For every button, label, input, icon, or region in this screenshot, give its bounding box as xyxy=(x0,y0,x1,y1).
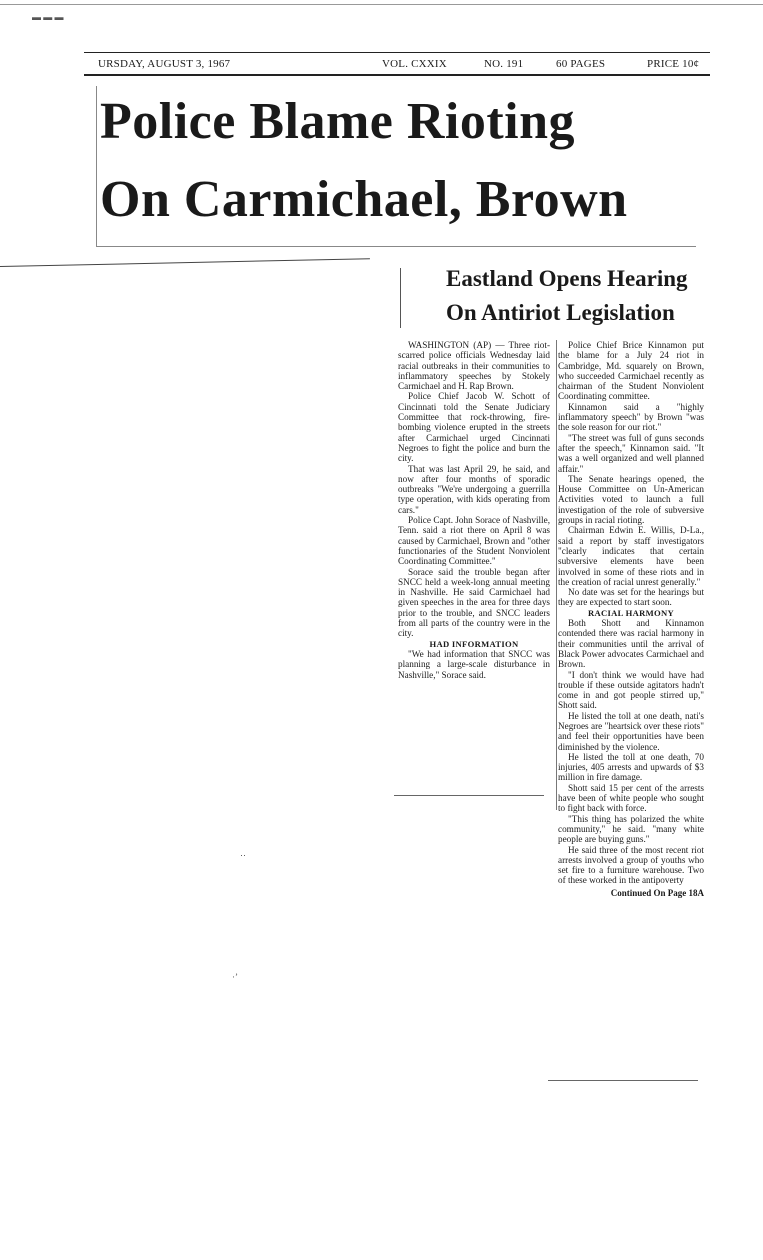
masthead-date: URSDAY, AUGUST 3, 1967 xyxy=(98,58,231,70)
subhead-side-rule xyxy=(400,268,401,328)
article-paragraph: "I don't think we would have had trouble if these outside agitators hadn't come in and got people stirred up," Shott said. xyxy=(558,669,704,711)
article-paragraph: Sorace said the trouble began after SNCC held a week-long annual meeting in Nashville. He said Carmichael had given speeches in the area for three days prior to the trouble, and SNCC leaders from all parts of the country were in the city. xyxy=(398,566,550,639)
corner-mark: ▬ ▬ ▬ xyxy=(32,12,64,22)
masthead-pages: 60 PAGES xyxy=(556,58,606,70)
masthead-number: NO. 191 xyxy=(484,58,524,70)
subhead-line-2: On Antiriot Legislation xyxy=(446,300,675,325)
column-1-body-after xyxy=(398,649,550,680)
article-paragraph: The Senate hearings opened, the House Committee on Un-American Activities voted to launch a full investigation of the role of subversive groups in racial rioting. xyxy=(558,473,704,526)
article-paragraph: "This thing has polarized the white community," he said. "many white people are buying guns." xyxy=(558,813,704,845)
column-2-body xyxy=(558,340,704,608)
article-column-1 xyxy=(398,340,550,680)
column-2-body-after xyxy=(558,618,704,886)
column-divider xyxy=(556,340,557,810)
masthead-price: PRICE 10¢ xyxy=(647,58,700,70)
column-1-subhead: HAD INFORMATION xyxy=(429,638,519,649)
article-paragraph: "The street was full of guns seconds after the speech," Kinnamon said. "It was a well organized and well planned affair." xyxy=(558,432,704,474)
article-paragraph: He listed the toll at one death, 70 injuries, 405 arrests and upwards of $3 million in fire damage. xyxy=(558,751,704,783)
column-2-subhead: RACIAL HARMONY xyxy=(587,607,675,618)
masthead-bottom-rule xyxy=(84,74,710,76)
masthead-volume: VOL. CXXIX xyxy=(382,58,447,70)
clipping-cut-line xyxy=(0,258,370,267)
article-paragraph: Police Capt. John Sorace of Nashville, Tenn. said a riot there on April 8 was caused by Carmichael, Brown and "other functionaries of the Student Nonviolent Coordinating Committee." xyxy=(398,515,550,567)
article-paragraph: Kinnamon said a "highly inflammatory speech" by Brown "was the sole reason for our riot." xyxy=(558,401,704,433)
article-paragraph: Shott said 15 per cent of the arrests have been of white people who sought to fight back with force. xyxy=(558,782,704,814)
masthead xyxy=(84,50,710,76)
article-paragraph: Police Chief Brice Kinnamon put the blame for a July 24 riot in Cambridge, Md. squarely on Brown, who succeeded Carmichael recently as chairman of the Student Nonviolent Coordinating committee. xyxy=(558,340,704,402)
speck: ‥ xyxy=(240,848,247,858)
headline-line-1: Police Blame Rioting xyxy=(100,93,576,150)
article-paragraph: Chairman Edwin E. Willis, D-La., said a report by staff investigators "clearly indicates that certain subversive elements have been involved in some of these riots and in the creation of racial unrest generally." xyxy=(558,525,704,587)
article-paragraph: He listed the toll at one death, nati's Negroes are "heartsick over these riots" and feel their opportunities have been diminished by the violence. xyxy=(558,710,704,752)
column-1-bottom-rule xyxy=(394,795,544,796)
article-paragraph: Police Chief Jacob W. Schott of Cincinnati told the Senate Judiciary Committee that rock-throwing, fire-bombing violence erupted in the streets after Carmichael urged Cincinnati Negroes to fight the police and burn the city. xyxy=(398,391,550,464)
article-paragraph: That was last April 29, he said, and now after four months of sporadic outbreaks "We're undergoing a guerrilla type operation, with kids operating from cars." xyxy=(398,463,550,515)
continued-line: Continued On Page 18A xyxy=(610,887,704,898)
clipping-border-bottom xyxy=(96,246,696,247)
headline-line-2: On Carmichael, Brown xyxy=(100,171,628,228)
article-paragraph: No date was set for the hearings but they are expected to start soon. xyxy=(558,587,704,608)
article-paragraph: WASHINGTON (AP) — Three riot-scarred police officials Wednesday laid racial outbreaks in their communities to inflammatory speeches by Stokely Carmichael and H. Rap Brown. xyxy=(398,340,550,392)
column-2-bottom-rule xyxy=(548,1080,698,1081)
clipping-border-left xyxy=(96,86,97,246)
article-paragraph: "We had information that SNCC was planning a large-scale disturbance in Nashville," Sorace said. xyxy=(398,648,550,680)
masthead-top-rule xyxy=(84,52,710,53)
speck: ·ʼ xyxy=(232,972,238,982)
subhead-line-1: Eastland Opens Hearing xyxy=(446,266,688,291)
article-paragraph: He said three of the most recent riot arrests involved a group of youths who set fire to a furniture warehouse. Two of these worked in the antipoverty xyxy=(558,844,704,886)
clipping-top-edge xyxy=(0,4,763,5)
column-1-body xyxy=(398,340,550,639)
article-column-2 xyxy=(558,340,704,898)
article-paragraph: Both Shott and Kinnamon contended there was racial harmony in their communities until the arrival of Black Power advocates Carmichael and Brown. xyxy=(558,618,704,670)
